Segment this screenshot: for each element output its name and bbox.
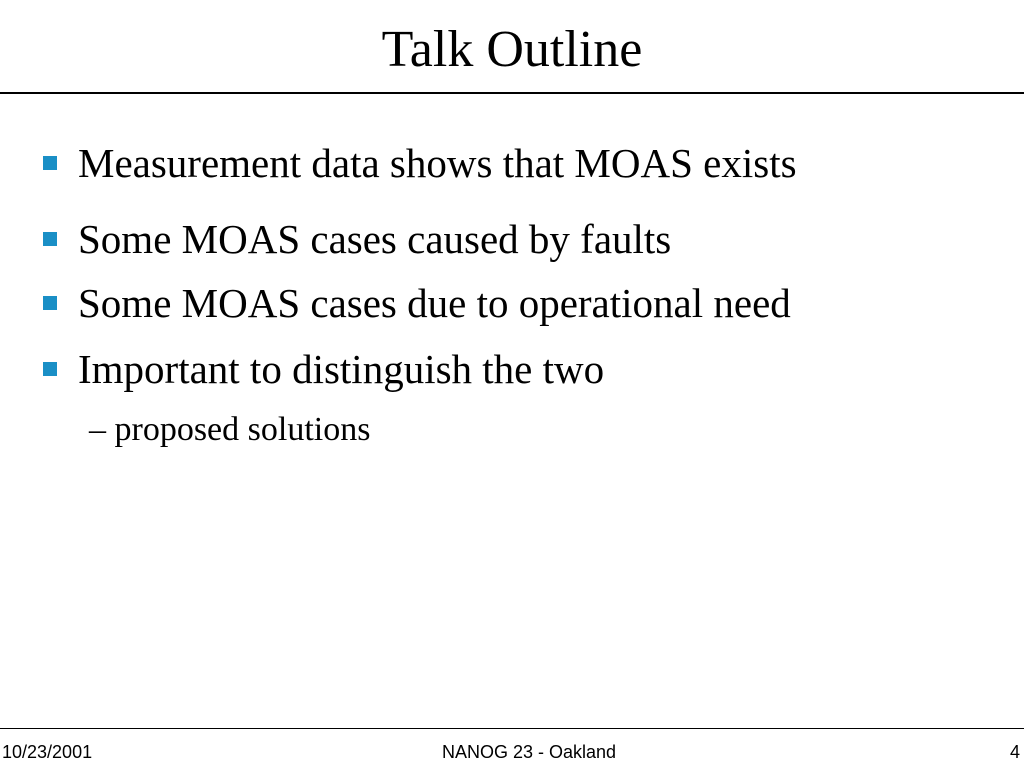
square-bullet-icon: [43, 232, 57, 246]
footer-divider: [0, 728, 1024, 729]
bullet-text: Some MOAS cases due to operational need: [78, 280, 791, 326]
footer-event-name: NANOG 23 - Oakland: [441, 742, 617, 762]
sub-bullet-text: – proposed solutions: [89, 411, 371, 448]
slide-title: Talk Outline: [381, 21, 643, 78]
page-number: 4: [1009, 742, 1020, 762]
square-bullet-icon: [43, 156, 57, 170]
footer-date: 10/23/2001: [2, 742, 93, 762]
bullet-item: [43, 344, 604, 394]
sub-bullet-item: [89, 410, 370, 450]
bullet-text: Important to distinguish the two: [78, 346, 605, 392]
bullet-item: [43, 138, 797, 188]
square-bullet-icon: [43, 362, 57, 376]
square-bullet-icon: [43, 296, 57, 310]
bullet-item: [43, 278, 791, 328]
bullet-text: Measurement data shows that MOAS exists: [78, 140, 797, 186]
bullet-text: Some MOAS cases caused by faults: [78, 216, 672, 262]
bullet-item: [43, 214, 671, 264]
